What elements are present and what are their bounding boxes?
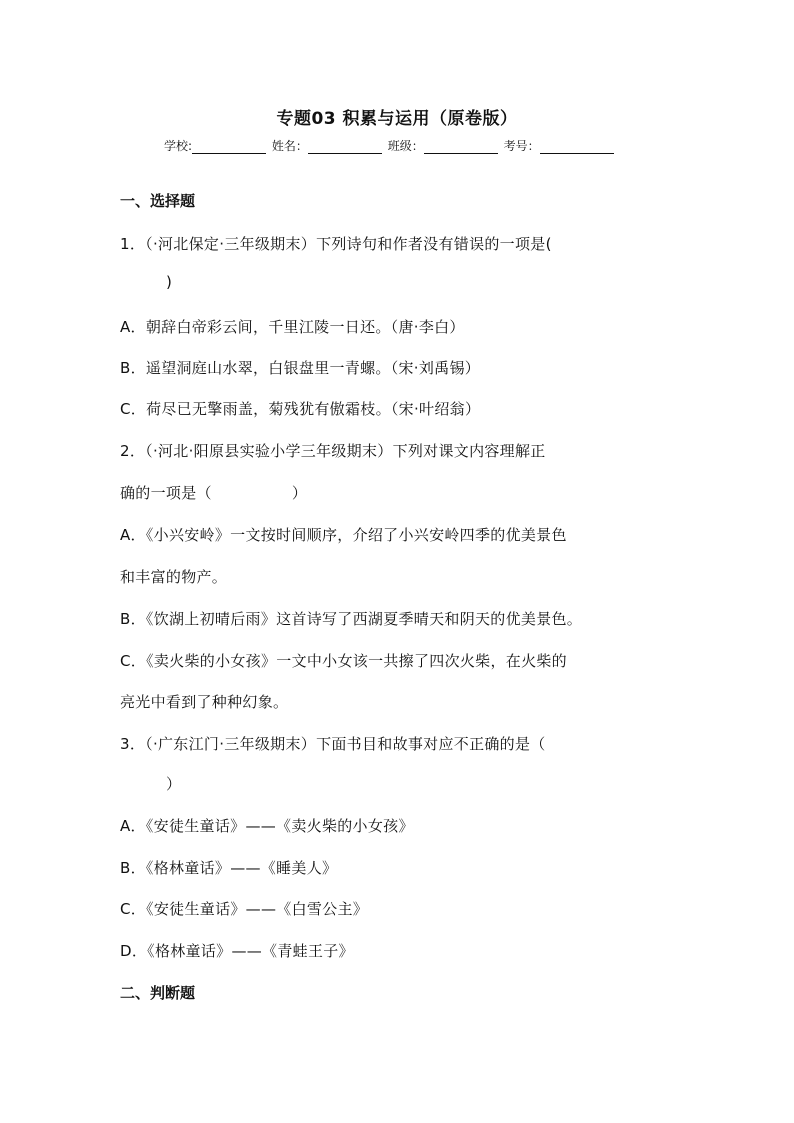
section-heading-judgement: 二、判断题	[120, 984, 196, 1002]
q2-option-a-line2: 和丰富的物产。	[120, 568, 228, 586]
document-title: 专题03 积累与运用（原卷版）	[276, 109, 518, 129]
q1-option-b: B．遥望洞庭山水翠，白银盘里一青螺。（宋·刘禹锡）	[120, 359, 481, 377]
school-blank[interactable]	[192, 141, 266, 154]
q2-option-a-line1: A．《小兴安岭》一文按时间顺序，介绍了小兴安岭四季的优美景色	[120, 526, 567, 544]
id-blank[interactable]	[540, 141, 614, 154]
q3-stem-line2: ）	[166, 775, 182, 793]
q2-option-c-line1: C．《卖火柴的小女孩》一文中小女该一共擦了四次火柴，在火柴的	[120, 652, 567, 670]
q1-option-c: C．荷尽已无擎雨盖，菊残犹有傲霜枝。（宋·叶绍翁）	[120, 400, 481, 418]
q1-option-a: A．朝辞白帝彩云间，千里江陵一日还。（唐·李白）	[120, 318, 465, 336]
q2-stem-line1: 2．（·河北·阳原县实验小学三年级期末）下列对课文内容理解正	[120, 442, 546, 460]
id-label: 考号：	[503, 139, 540, 153]
q2-stem-line2-text: 确的一项是（	[120, 484, 212, 502]
q1-stem-line1: 1．（·河北保定·三年级期末）下列诗句和作者没有错误的一项是(	[120, 235, 552, 253]
q3-stem-line1: 3．（·广东江门·三年级期末）下面书目和故事对应不正确的是（	[120, 735, 546, 753]
q3-option-b: B．《格林童话》——《睡美人》	[120, 859, 338, 877]
q2-option-b: B．《饮湖上初晴后雨》这首诗写了西湖夏季晴天和阴天的优美景色。	[120, 610, 583, 628]
school-label: 学校:	[164, 139, 193, 153]
q1-stem-line2: )	[166, 273, 173, 291]
q3-option-d: D．《格林童话》——《青蛙王子》	[120, 942, 354, 960]
q3-option-c: C．《安徒生童话》——《白雪公主》	[120, 900, 369, 918]
class-label: 班级：	[387, 139, 424, 153]
q3-option-a: A．《安徒生童话》——《卖火柴的小女孩》	[120, 817, 414, 835]
section-heading-choice: 一、选择题	[120, 192, 196, 210]
q2-option-c-line2: 亮光中看到了种种幻象。	[120, 693, 289, 711]
name-blank[interactable]	[308, 141, 382, 154]
student-info-row	[164, 137, 616, 154]
name-label: 姓名：	[271, 139, 308, 153]
q2-stem-line2-close: ）	[291, 484, 308, 502]
q2-stem-line2	[120, 482, 307, 503]
class-blank[interactable]	[424, 141, 498, 154]
